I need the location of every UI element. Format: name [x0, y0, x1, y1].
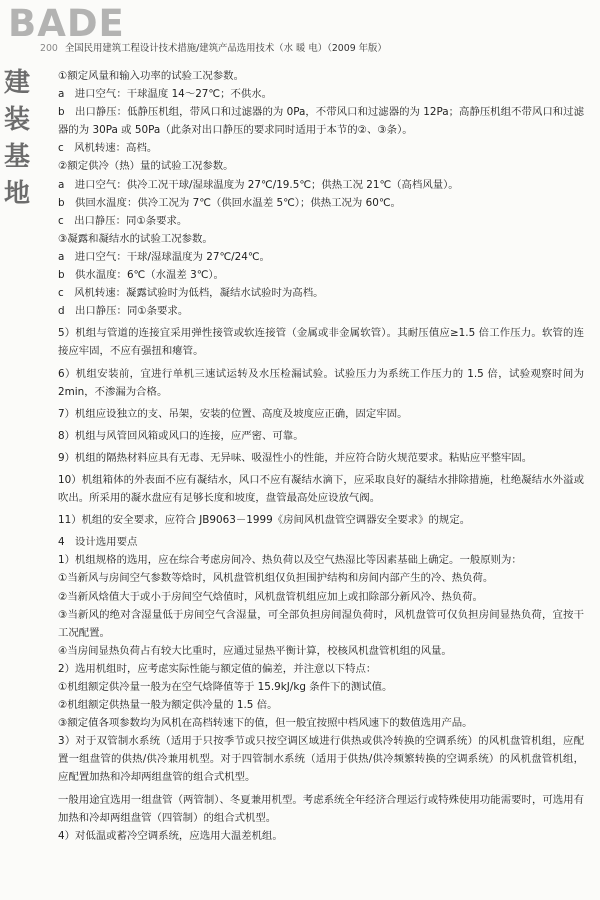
paragraph: a 进口空气：供冷工况干球/湿球温度为 27℃/19.5℃；供热工况 21℃（高档风量）。	[58, 178, 459, 191]
paragraph: 4 设计选用要点	[58, 536, 138, 549]
paragraph: 4）对低温或蓄冷空调系统，应选用大温差机组。	[58, 829, 283, 842]
watermark-logo: BADE	[8, 2, 125, 45]
paragraph: ①当新风与房间空气参数等焓时，风机盘管机组仅负担围护结构和房间内部产生的冷、热负荷。	[58, 572, 494, 585]
paragraph: c 风机转速：高档。	[58, 142, 158, 155]
paragraph: 8）机组与风管回风箱或风口的连接，应严密、可靠。	[58, 429, 304, 442]
paragraph: 11）机组的安全要求，应符合 JB9063－1999《房间风机盘管空调器安全要求》的规定。	[58, 514, 471, 527]
page-number: 200	[40, 43, 58, 54]
paragraph: b 出口静压：低静压机组，带风口和过滤器的为 0Pa，不带风口和过滤器的为 12Pa；高静压机组不带风口和过滤器的为 30Pa 或 50Pa（此条对出口静压的要求同时适用于本节的②、③条）。	[58, 106, 584, 137]
watermark-subtitle: 建装基地	[4, 68, 43, 209]
paragraph: ①额定风量和输入功率的试验工况参数。	[58, 70, 244, 82]
paragraph: ④当房间显热负荷占有较大比重时，应通过显热平衡计算，校核风机盘管机组的风量。	[58, 644, 452, 657]
paragraph: 一般用途宜选用一组盘管（两管制）、冬夏兼用机型。考虑系统全年经济合理运行或特殊使用功能需要时，可选用有加热和冷却两组盘管（四管制）的组合式机型。	[58, 793, 584, 824]
paragraph: c 出口静压：同①条要求。	[58, 214, 188, 227]
paragraph: ②机组额定供热量一般为额定供冷量的 1.5 倍。	[58, 699, 278, 712]
paragraph: ③当新风的绝对含湿量低于房间空气含湿量，可全部负担房间湿负荷时，风机盘管可仅负担房间显热负荷，宜按干工况配置。	[58, 608, 584, 639]
paragraph: 5）机组与管道的连接宜采用弹性接管或软连接管（金属或非金属软管）。其耐压值应≥1.5 倍工作压力。软管的连接应牢固，不应有强扭和瘪管。	[58, 327, 584, 358]
paragraph: c 风机转速：凝露试验时为低档，凝结水试验时为高档。	[58, 287, 324, 300]
paragraph: ②当新风焓值大于或小于房间空气焓值时，风机盘管机组应加上或扣除部分新风冷、热负荷。	[58, 590, 483, 603]
paragraph: b 供水温度：6℃（水温差 3℃）。	[58, 269, 224, 282]
document-body	[36, 67, 584, 845]
paragraph: 1）机组规格的选用，应在综合考虑房间冷、热负荷以及空气热湿比等因素基础上确定。一般原则为：	[58, 554, 522, 567]
paragraph: 10）机组箱体的外表面不应有凝结水，风口不应有凝结水滴下，应采取良好的凝结水排除措施，杜绝凝结水外溢或吹出。所采用的凝水盘应有足够长度和坡度，盘管最高处应设放气阀。	[58, 473, 584, 505]
paragraph: ③凝露和凝结水的试验工况参数。	[58, 232, 213, 245]
paragraph: a 进口空气：干球/湿球温度为 27℃/24℃。	[58, 250, 270, 263]
paragraph: b 供回水温度：供冷工况为 7℃（供回水温差 5℃）；供热工况为 60℃。	[58, 196, 401, 209]
paragraph: 9）机组的隔热材料应具有无毒、无异味、吸湿性小的性能，并应符合防火规范要求。粘贴应平整牢固。	[58, 451, 533, 464]
paragraph: ②额定供冷（热）量的试验工况参数。	[58, 160, 234, 173]
running-header	[40, 40, 580, 54]
paragraph: ③额定值各项参数均为风机在高档转速下的值，但一般宜按照中档风速下的数值选用产品。	[58, 717, 473, 730]
paragraph: 3）对于双管制水系统（适用于只按季节或只按空调区域进行供热或供冷转换的空调系统）的风机盘管机组，应配置一组盘管的供热/供冷兼用机型。对于四管制水系统（适用于供热/供冷频繁转换的空调系统）的风机盘管机组，应配置加热和冷却两组盘管的组合式机型。	[58, 735, 584, 784]
paragraph: 2）选用机组时，应考虑实际性能与额定值的偏差，并注意以下特点：	[58, 662, 377, 675]
paragraph: ①机组额定供冷量一般为在空气焓降值等于 15.9kJ/kg 条件下的测试值。	[58, 681, 393, 693]
book-title: 全国民用建筑工程设计技术措施/建筑产品选用技术（水 暖 电）（2009 年版）	[64, 43, 387, 54]
paragraph: a 进口空气：干球温度 14～27℃；不供水。	[58, 88, 273, 101]
paragraph: d 出口静压：同①条要求。	[58, 305, 189, 318]
paragraph: 7）机组应设独立的支、吊架，安装的位置、高度及坡度应正确，固定牢固。	[58, 407, 408, 420]
paragraph: 6）机组安装前，宜进行单机三速试运转及水压检漏试验。试验压力为系统工作压力的 1.5 倍，试验观察时间为 2min，不渗漏为合格。	[58, 367, 584, 398]
